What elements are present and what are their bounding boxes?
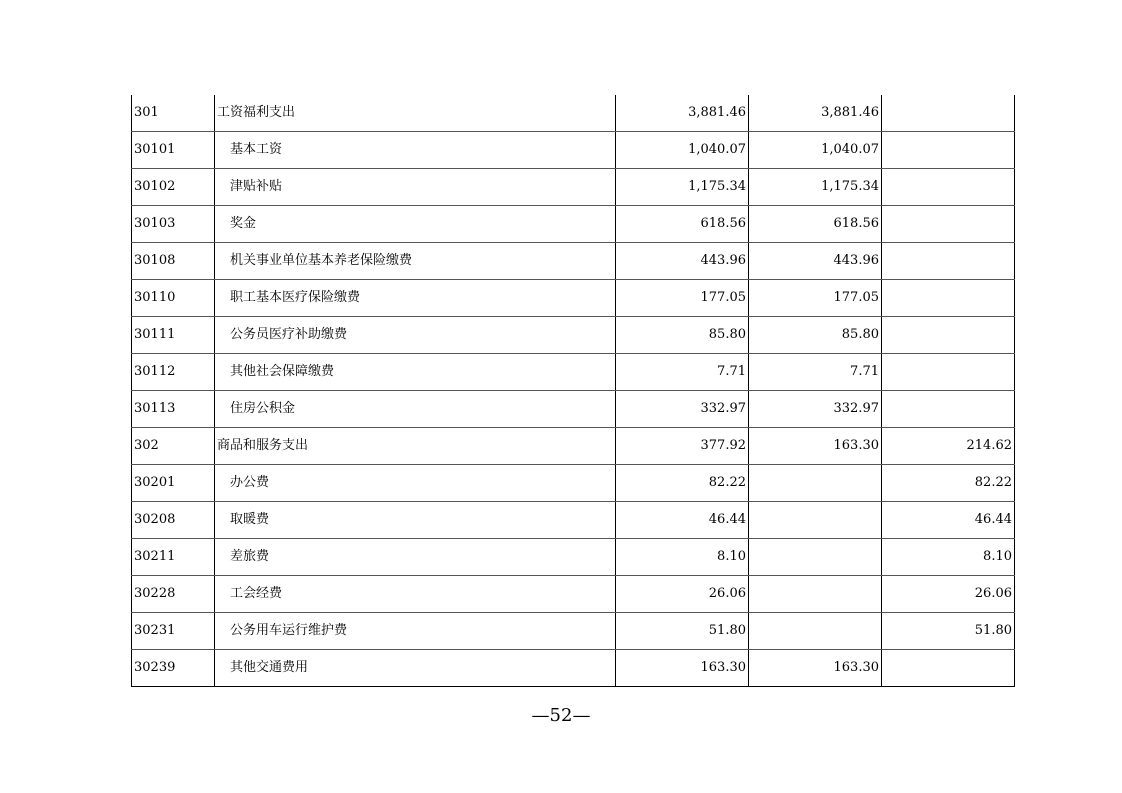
row-code-cell: 30201	[132, 465, 215, 502]
row-total-cell: 1,175.34	[616, 169, 749, 206]
row-code-cell: 30103	[132, 206, 215, 243]
row-total-cell: 618.56	[616, 206, 749, 243]
row-code-cell: 30110	[132, 280, 215, 317]
row-project-cell	[882, 169, 1015, 206]
row-project-cell	[882, 317, 1015, 354]
row-code-cell: 30111	[132, 317, 215, 354]
row-project-cell: 8.10	[882, 539, 1015, 576]
row-name-cell: 公务员医疗补助缴费	[215, 317, 616, 354]
row-basic-cell	[749, 576, 882, 613]
row-basic-cell	[749, 465, 882, 502]
row-code-cell: 30101	[132, 132, 215, 169]
row-name-cell: 奖金	[215, 206, 616, 243]
row-basic-cell	[749, 613, 882, 650]
row-code-cell: 30239	[132, 650, 215, 687]
row-basic-cell: 1,175.34	[749, 169, 882, 206]
table-row	[132, 243, 1015, 280]
row-basic-cell: 85.80	[749, 317, 882, 354]
table-row	[132, 280, 1015, 317]
page-number: —52—	[531, 705, 591, 726]
row-name-cell: 差旅费	[215, 539, 616, 576]
budget-table	[131, 95, 1015, 687]
table-row	[132, 354, 1015, 391]
row-name-cell: 住房公积金	[215, 391, 616, 428]
row-basic-cell: 177.05	[749, 280, 882, 317]
table-row	[132, 95, 1015, 132]
row-basic-cell: 163.30	[749, 650, 882, 687]
row-name-cell: 基本工资	[215, 132, 616, 169]
row-basic-cell: 332.97	[749, 391, 882, 428]
row-project-cell	[882, 280, 1015, 317]
row-code-cell: 30108	[132, 243, 215, 280]
row-name-cell: 津贴补贴	[215, 169, 616, 206]
row-name-cell: 机关事业单位基本养老保险缴费	[215, 243, 616, 280]
row-project-cell: 26.06	[882, 576, 1015, 613]
row-code-cell: 30228	[132, 576, 215, 613]
row-project-cell: 82.22	[882, 465, 1015, 502]
table-row	[132, 539, 1015, 576]
table-row	[132, 391, 1015, 428]
table-row	[132, 650, 1015, 687]
table-row	[132, 576, 1015, 613]
row-basic-cell: 3,881.46	[749, 95, 882, 132]
row-project-cell: 46.44	[882, 502, 1015, 539]
row-project-cell	[882, 132, 1015, 169]
row-total-cell: 85.80	[616, 317, 749, 354]
table-row	[132, 169, 1015, 206]
row-basic-cell	[749, 539, 882, 576]
row-code-cell: 30102	[132, 169, 215, 206]
row-basic-cell: 163.30	[749, 428, 882, 465]
row-name-cell: 办公费	[215, 465, 616, 502]
row-code-cell: 30231	[132, 613, 215, 650]
row-project-cell: 51.80	[882, 613, 1015, 650]
table-row	[132, 465, 1015, 502]
row-code-cell: 30112	[132, 354, 215, 391]
row-code-cell: 30113	[132, 391, 215, 428]
row-total-cell: 8.10	[616, 539, 749, 576]
row-total-cell: 1,040.07	[616, 132, 749, 169]
row-project-cell	[882, 391, 1015, 428]
row-name-cell: 其他交通费用	[215, 650, 616, 687]
row-total-cell: 332.97	[616, 391, 749, 428]
row-code-cell: 30208	[132, 502, 215, 539]
row-project-cell	[882, 206, 1015, 243]
row-name-cell: 取暖费	[215, 502, 616, 539]
row-total-cell: 177.05	[616, 280, 749, 317]
row-total-cell: 82.22	[616, 465, 749, 502]
table-body	[132, 95, 1015, 687]
row-basic-cell: 1,040.07	[749, 132, 882, 169]
row-project-cell	[882, 95, 1015, 132]
row-project-cell	[882, 354, 1015, 391]
row-total-cell: 3,881.46	[616, 95, 749, 132]
row-project-cell: 214.62	[882, 428, 1015, 465]
row-total-cell: 377.92	[616, 428, 749, 465]
row-project-cell	[882, 243, 1015, 280]
table-row	[132, 613, 1015, 650]
row-project-cell	[882, 650, 1015, 687]
row-name-cell: 商品和服务支出	[215, 428, 616, 465]
row-code-cell: 302	[132, 428, 215, 465]
row-total-cell: 443.96	[616, 243, 749, 280]
row-basic-cell: 7.71	[749, 354, 882, 391]
table-row	[132, 428, 1015, 465]
table-row	[132, 317, 1015, 354]
row-name-cell: 公务用车运行维护费	[215, 613, 616, 650]
row-code-cell: 30211	[132, 539, 215, 576]
row-basic-cell	[749, 502, 882, 539]
row-basic-cell: 443.96	[749, 243, 882, 280]
row-total-cell: 163.30	[616, 650, 749, 687]
row-name-cell: 工会经费	[215, 576, 616, 613]
row-basic-cell: 618.56	[749, 206, 882, 243]
table-row	[132, 502, 1015, 539]
table-row	[132, 206, 1015, 243]
row-name-cell: 工资福利支出	[215, 95, 616, 132]
row-total-cell: 7.71	[616, 354, 749, 391]
row-name-cell: 职工基本医疗保险缴费	[215, 280, 616, 317]
row-total-cell: 51.80	[616, 613, 749, 650]
table-row	[132, 132, 1015, 169]
row-name-cell: 其他社会保障缴费	[215, 354, 616, 391]
row-code-cell: 301	[132, 95, 215, 132]
row-total-cell: 46.44	[616, 502, 749, 539]
row-total-cell: 26.06	[616, 576, 749, 613]
